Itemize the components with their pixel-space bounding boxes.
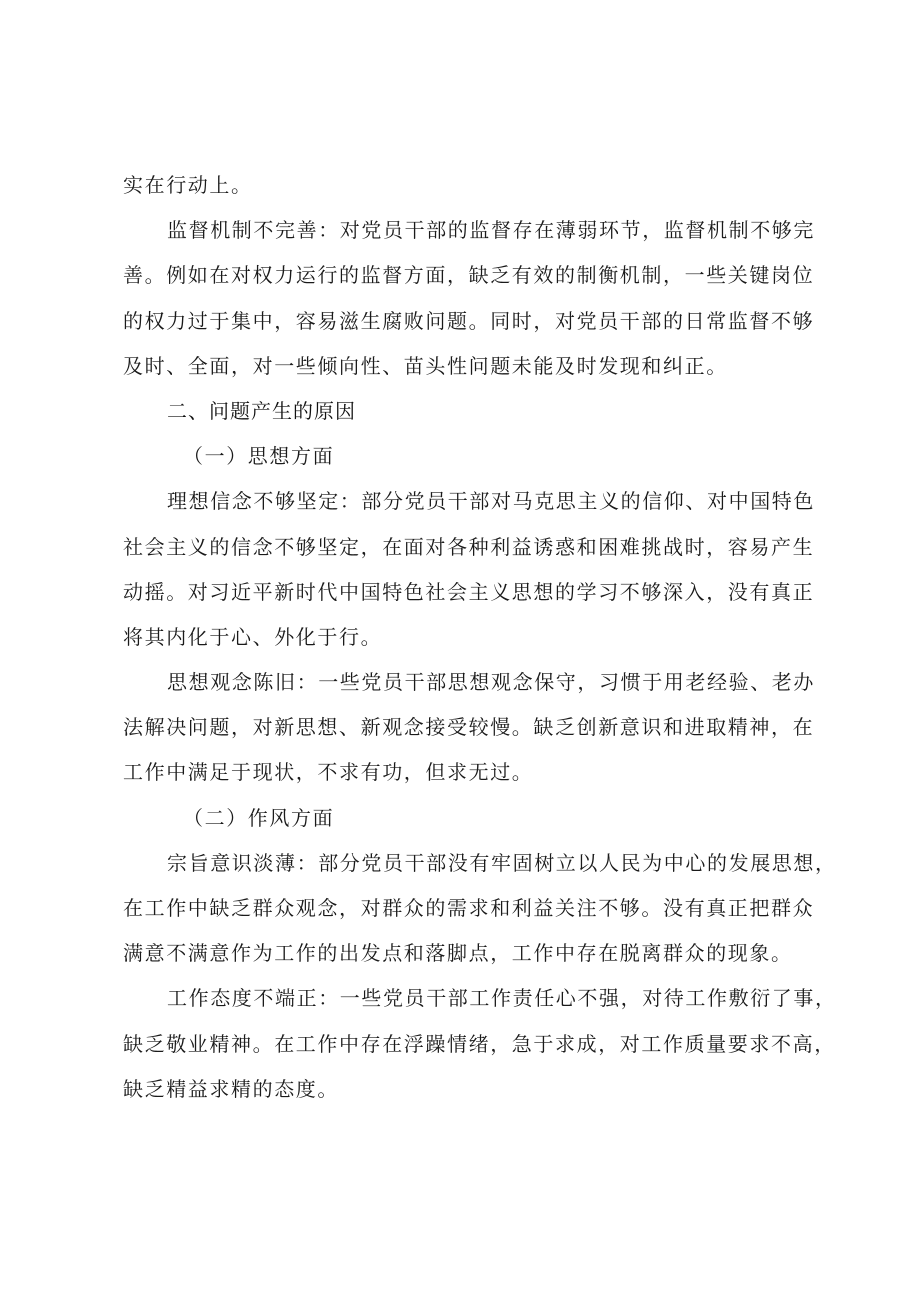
paragraph-line: 实在行动上。 <box>123 173 253 197</box>
paragraph-line: 缺乏敬业精神。在工作中存在浮躁情绪，急于求成，对工作质量要求不高， <box>123 1031 836 1056</box>
paragraph-line: 动摇。对习近平新时代中国特色社会主义思想的学习不够深入，没有真正 <box>123 579 815 604</box>
paragraph-line: 工作态度不端正：一些党员干部工作责任心不强，对待工作敷衍了事， <box>167 986 837 1011</box>
subsection-heading: （二）作风方面 <box>183 805 335 830</box>
paragraph-line: 监督机制不完善：对党员干部的监督存在薄弱环节，监督机制不够完 <box>167 218 815 243</box>
paragraph-line: 满意不满意作为工作的出发点和落脚点，工作中存在脱离群众的现象。 <box>123 941 793 966</box>
paragraph-line: 思想观念陈旧：一些党员干部思想观念保守，习惯于用老经验、老办 <box>167 670 815 695</box>
subsection-heading: （一）思想方面 <box>183 444 335 469</box>
paragraph-line: 缺乏精益求精的态度。 <box>123 1076 339 1101</box>
paragraph-line: 理想信念不够坚定：部分党员干部对马克思主义的信仰、对中国特色 <box>167 489 815 514</box>
document-body <box>123 163 837 1112</box>
section-heading: 二、问题产生的原因 <box>167 398 356 423</box>
paragraph-line: 工作中满足于现状，不求有功，但求无过。 <box>123 760 534 785</box>
paragraph-line: 善。例如在对权力运行的监督方面，缺乏有效的制衡机制，一些关键岗位 <box>123 263 815 288</box>
paragraph-line: 宗旨意识淡薄：部分党员干部没有牢固树立以人民为中心的发展思想， <box>167 850 837 875</box>
paragraph-line: 及时、全面，对一些倾向性、苗头性问题未能及时发现和纠正。 <box>123 353 728 378</box>
paragraph-line: 将其内化于心、外化于行。 <box>123 624 383 649</box>
paragraph-line: 在工作中缺乏群众观念，对群众的需求和利益关注不够。没有真正把群众 <box>123 896 815 920</box>
paragraph-line: 法解决问题，对新思想、新观念接受较慢。缺乏创新意识和进取精神，在 <box>123 715 815 740</box>
paragraph-line: 的权力过于集中，容易滋生腐败问题。同时，对党员干部的日常监督不够 <box>123 308 815 333</box>
paragraph-line: 社会主义的信念不够坚定，在面对各种利益诱惑和困难挑战时，容易产生 <box>123 534 815 559</box>
